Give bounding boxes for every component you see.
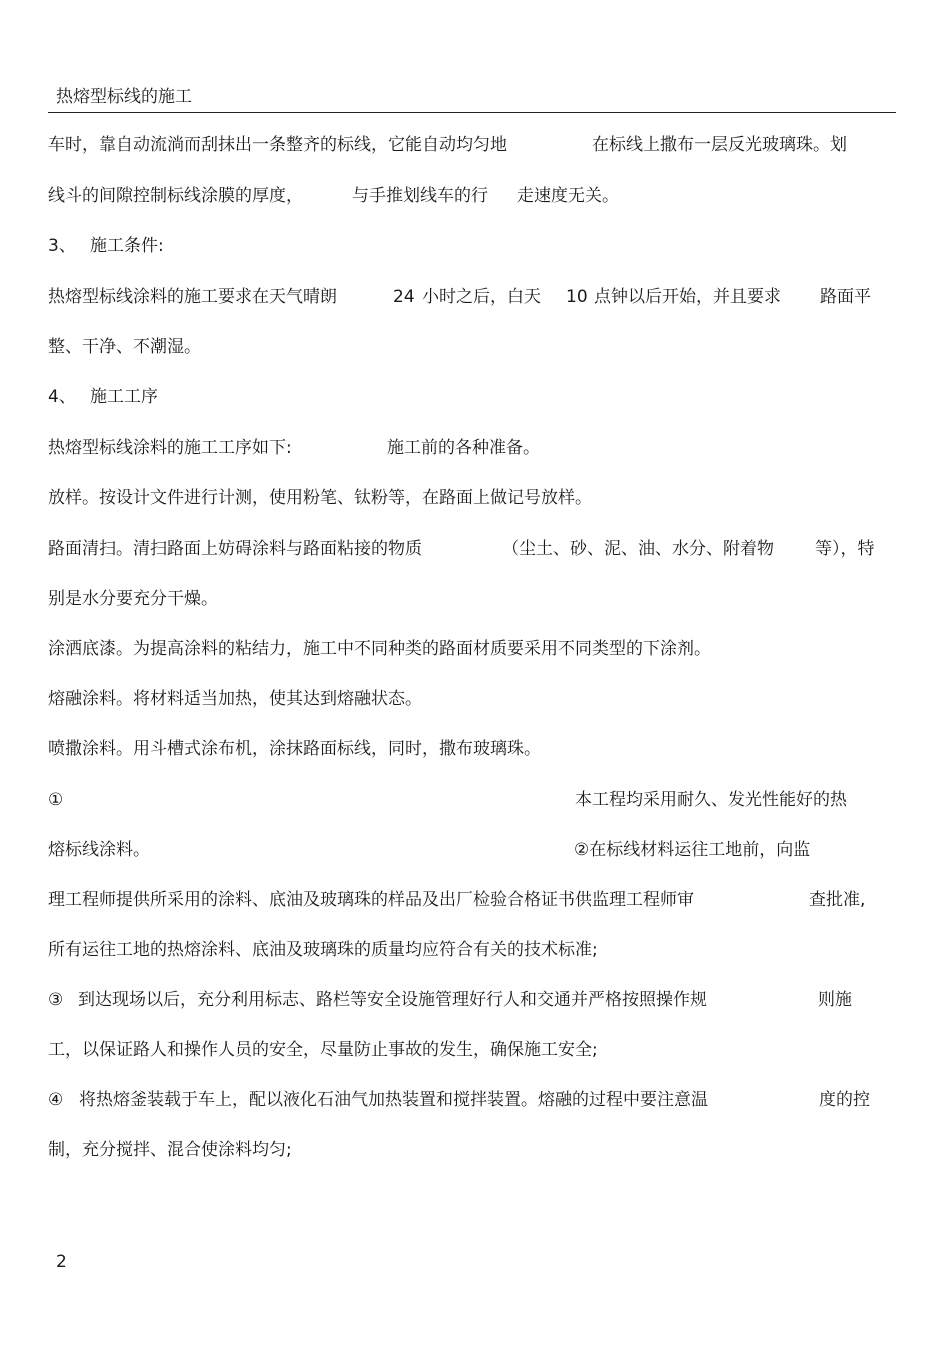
text-segment: 线斗的间隙控制标线涂膜的厚度， <box>48 186 303 206</box>
text-segment: ②在标线材料运往工地前，向监 <box>574 840 811 860</box>
text-segment: 将热熔釜装载于车上，配以液化石油气加热装置和搅拌装置。熔融的过程中要注意温 <box>79 1090 708 1110</box>
text-segment: 走速度无关。 <box>517 186 619 206</box>
text-segment: 别是水分要充分干燥。 <box>48 589 218 609</box>
text-segment: 涂洒底漆。为提高涂料的粘结力，施工中不同种类的路面材质要采用不同类型的下涂剂。 <box>48 639 711 659</box>
section-number: 4、 <box>48 387 76 407</box>
text-segment: 路面清扫。清扫路面上妨碍涂料与路面粘接的物质 <box>48 539 422 559</box>
text-segment: 本工程均采用耐久、发光性能好的热 <box>575 790 847 810</box>
text-segment: 查批准, <box>809 890 866 910</box>
text-segment: 到达现场以后，充分利用标志、路栏等安全设施管理好行人和交通并严格按照操作规 <box>78 990 707 1010</box>
text-segment: 则施 <box>818 990 852 1010</box>
section-title: 施工工序 <box>90 387 158 407</box>
text-segment: 路面平 <box>820 287 871 307</box>
list-marker: ① <box>48 790 64 810</box>
list-marker: ④ <box>48 1090 64 1110</box>
text-segment: 热熔型标线涂料的施工要求在天气晴朗 <box>48 287 337 307</box>
section-number: 3、 <box>48 236 76 256</box>
text-segment: 喷撒涂料。用斗槽式涂布机，涂抹路面标线，同时，撒布玻璃珠。 <box>48 739 541 759</box>
text-segment: 在标线上撒布一层反光玻璃珠。划 <box>592 135 847 155</box>
text-segment: 施工前的各种准备。 <box>387 438 540 458</box>
text-segment: 与手推划线车的行 <box>352 186 488 206</box>
text-segment: 理工程师提供所采用的涂料、底油及玻璃珠的样品及出厂检验合格证书供监理工程师审 <box>48 890 694 910</box>
text-segment: 24 <box>393 287 415 307</box>
page-number: 2 <box>56 1252 67 1272</box>
text-segment: 所有运往工地的热熔涂料、底油及玻璃珠的质量均应符合有关的技术标准; <box>48 940 598 960</box>
header-rule <box>48 112 896 113</box>
text-segment: 工，以保证路人和操作人员的安全，尽量防止事故的发生，确保施工安全; <box>48 1040 598 1060</box>
running-header-title: 热熔型标线的施工 <box>56 87 192 107</box>
text-segment: 整、干净、不潮湿。 <box>48 337 201 357</box>
section-title: 施工条件: <box>90 236 164 256</box>
text-segment: 熔融涂料。将材料适当加热，使其达到熔融状态。 <box>48 689 422 709</box>
text-segment: 放样。按设计文件进行计测，使用粉笔、钛粉等，在路面上做记号放样。 <box>48 488 592 508</box>
text-segment: （尘土、砂、泥、油、水分、附着物 <box>502 539 774 559</box>
text-segment: 等），特 <box>815 539 875 559</box>
text-segment: 度的控 <box>819 1090 870 1110</box>
text-segment: 车时，靠自动流淌而刮抹出一条整齐的标线，它能自动均匀地 <box>48 135 507 155</box>
text-segment: 熔标线涂料。 <box>48 840 150 860</box>
text-segment: 点钟以后开始，并且要求 <box>594 287 781 307</box>
text-segment: 热熔型标线涂料的施工工序如下: <box>48 438 292 458</box>
text-segment: 小时之后，白天 <box>422 287 541 307</box>
list-marker: ③ <box>48 990 64 1010</box>
text-segment: 制，充分搅拌、混合使涂料均匀; <box>48 1140 292 1160</box>
text-segment: 10 <box>566 287 588 307</box>
